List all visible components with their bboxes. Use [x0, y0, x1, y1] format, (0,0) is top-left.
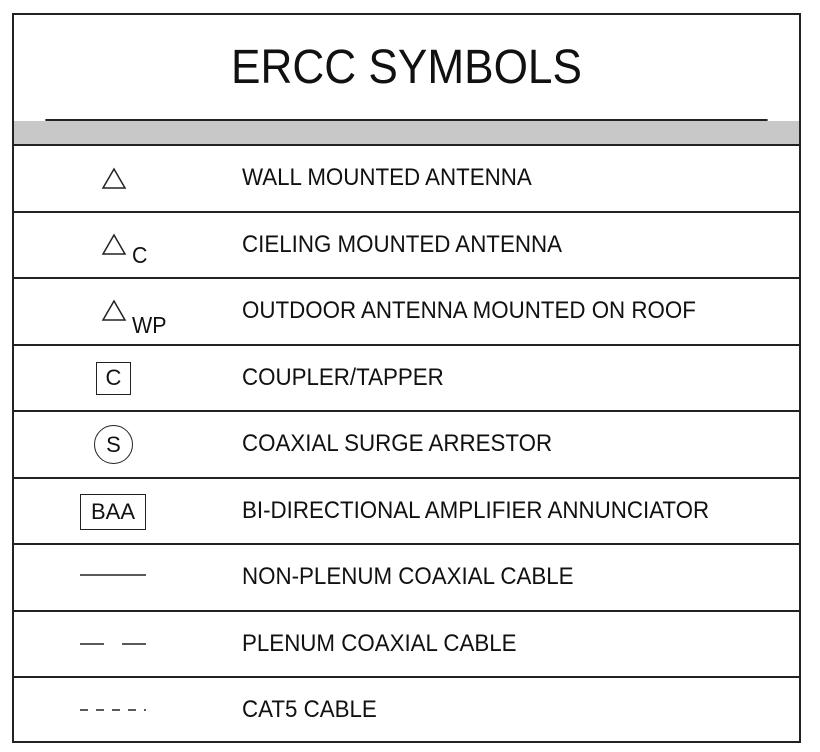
legend-row-ceiling-antenna — [14, 213, 799, 280]
solid-line-icon — [14, 545, 214, 609]
symbol-cell — [14, 412, 214, 477]
legend-title: ERCC SYMBOLS — [45, 15, 767, 121]
triangle-icon — [14, 279, 214, 343]
legend-row-cat5 — [14, 678, 799, 743]
boxed-symbol: C — [96, 362, 131, 395]
short-dash-line-icon — [14, 678, 214, 742]
legend-row-plenum — [14, 612, 799, 679]
symbol-cell — [14, 279, 214, 344]
symbol-cell — [14, 479, 214, 544]
legend-label: COAXIAL SURGE ARRESTOR — [242, 430, 553, 458]
long-dash-line-icon — [14, 612, 214, 676]
legend-row-non-plenum — [14, 545, 799, 612]
circled-symbol: S — [94, 425, 133, 464]
legend-label: WALL MOUNTED ANTENNA — [242, 164, 532, 192]
symbol-subscript: C — [132, 241, 148, 268]
legend-row-surge-arrestor — [14, 412, 799, 479]
legend-row-wall-antenna — [14, 146, 799, 213]
symbol-subscript: WP — [132, 312, 167, 338]
legend-label: COUPLER/TAPPER — [242, 363, 444, 391]
legend-label: BI-DIRECTIONAL AMPLIFIER ANNUNCIATOR — [242, 496, 710, 524]
legend-row-outdoor-antenna — [14, 279, 799, 346]
triangle-icon — [14, 146, 214, 210]
legend-label: OUTDOOR ANTENNA MOUNTED ON ROOF — [242, 297, 696, 325]
symbol-cell — [14, 678, 214, 743]
symbol-cell — [14, 213, 214, 278]
legend-row-coupler — [14, 346, 799, 413]
boxed-symbol: BAA — [80, 494, 146, 530]
legend-label: NON-PLENUM COAXIAL CABLE — [242, 563, 574, 591]
legend-label: CIELING MOUNTED ANTENNA — [242, 230, 562, 258]
symbol-cell — [14, 545, 214, 610]
legend-row-baa — [14, 479, 799, 546]
legend-label: PLENUM COAXIAL CABLE — [242, 629, 517, 657]
symbol-cell — [14, 146, 214, 211]
triangle-icon — [14, 213, 214, 277]
legend-label: CAT5 CABLE — [242, 696, 377, 724]
symbol-cell — [14, 612, 214, 677]
header-band — [14, 121, 799, 146]
symbol-legend-table — [12, 13, 801, 743]
symbol-cell — [14, 346, 214, 411]
